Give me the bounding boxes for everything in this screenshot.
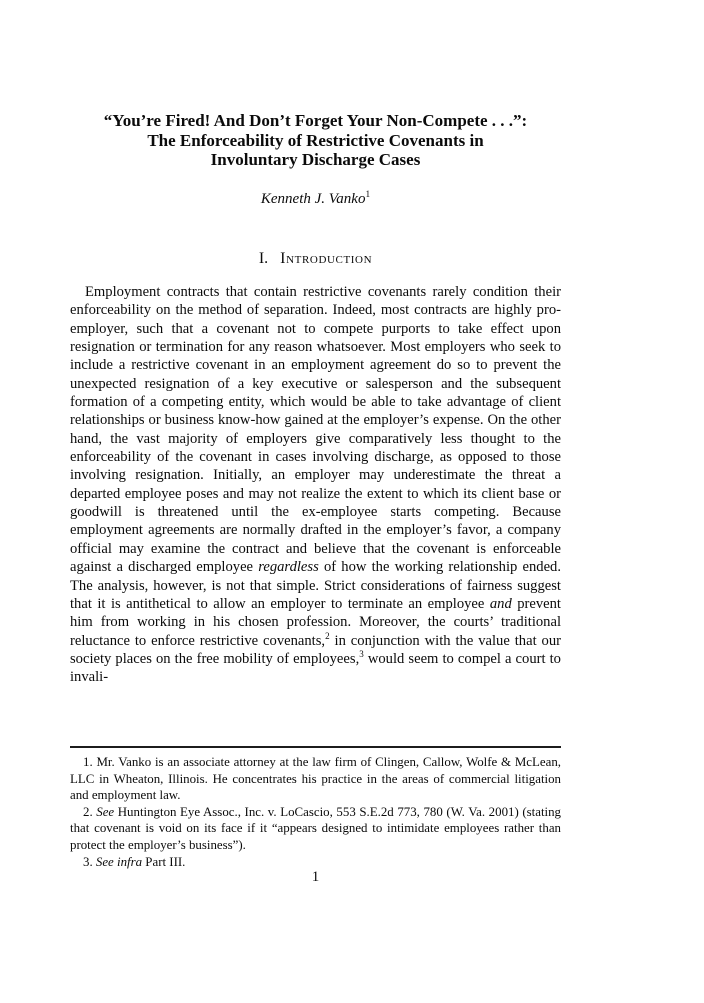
author-name: Kenneth J. Vanko — [260, 191, 366, 207]
body-paragraph: Employment contracts that contain restrictive covenants rarely condition their enforceability on the method of separation. Indeed, most contracts are highly pro-employer, such that a covenant not to compete purports to take effect upon resignation or termination for any reason whatsoever. Most employers who seek to include a restrictive covenant in an employment agreement do so to prevent the unexpected resignation of a key executive or salesperson and the subsequent formation of a competing entity, which would be able to take advantage of client relationships or business know-how gained at the employer’s expense. On the other hand, the vast majority of employers give comparatively less thought to the enforceability of the covenant in cases involving discharge, as opposed to those involving resignation. Initially, an employer may underestimate the threat a departed employee poses and may not realize the extent to which its client base or goodwill is threatened until the ex-employee starts competing. Because employment agreements are normally drafted in the employer’s favor, a company official may examine the contract and believe that the covenant is enforceable against a discharged employee regardless of how the working relationship ended. The analysis, however, is not that simple. Strict considerations of fairness suggest that it is antithetical to allow an employer to terminate an employee and prevent him from working in his chosen profession. Moreover, the courts’ traditional reluctance to enforce restrictive covenants,$^2$ in conjunction with the value that our society places on the free mobility of employees,$^3$ would seem to compel a court to invali- — [70, 284, 561, 686]
author-footnote-reference: 1 — [365, 190, 371, 200]
section-title: Introduction — [280, 250, 373, 267]
footnote-1: 1. Mr. Vanko is an associate attorney at the law firm of Clingen, Callow, Wolfe & McLean, LLC in Wheaton, Illinois. He concentrates his practice in the areas of commercial litigation and employment law. — [70, 755, 561, 803]
article-title-line-2: The Enforceability of Restrictive Covenants in — [147, 130, 484, 150]
footnote-3: 3. See infra Part III. — [83, 854, 186, 869]
footnote-separator-rule — [70, 746, 561, 748]
article-title — [70, 111, 561, 170]
article-title-line-3: Involuntary Discharge Cases — [210, 150, 421, 169]
author-byline — [70, 191, 561, 208]
article-title-line-1: “You’re Fired! And Don’t Forget Your Non-Compete . . .”: — [103, 111, 528, 130]
page-number: 1 — [311, 869, 320, 885]
footnote-2: 2. See Huntington Eye Assoc., Inc. v. LoCascio, 553 S.E.2d 773, 780 (W. Va. 2001) (stating that covenant is void on its face if it “appears designed to intimidate employees rather than protect the employer’s business”). — [70, 804, 562, 852]
section-heading-introduction — [70, 250, 561, 268]
section-numeral: I. — [258, 250, 269, 267]
footnotes-block — [70, 754, 561, 870]
